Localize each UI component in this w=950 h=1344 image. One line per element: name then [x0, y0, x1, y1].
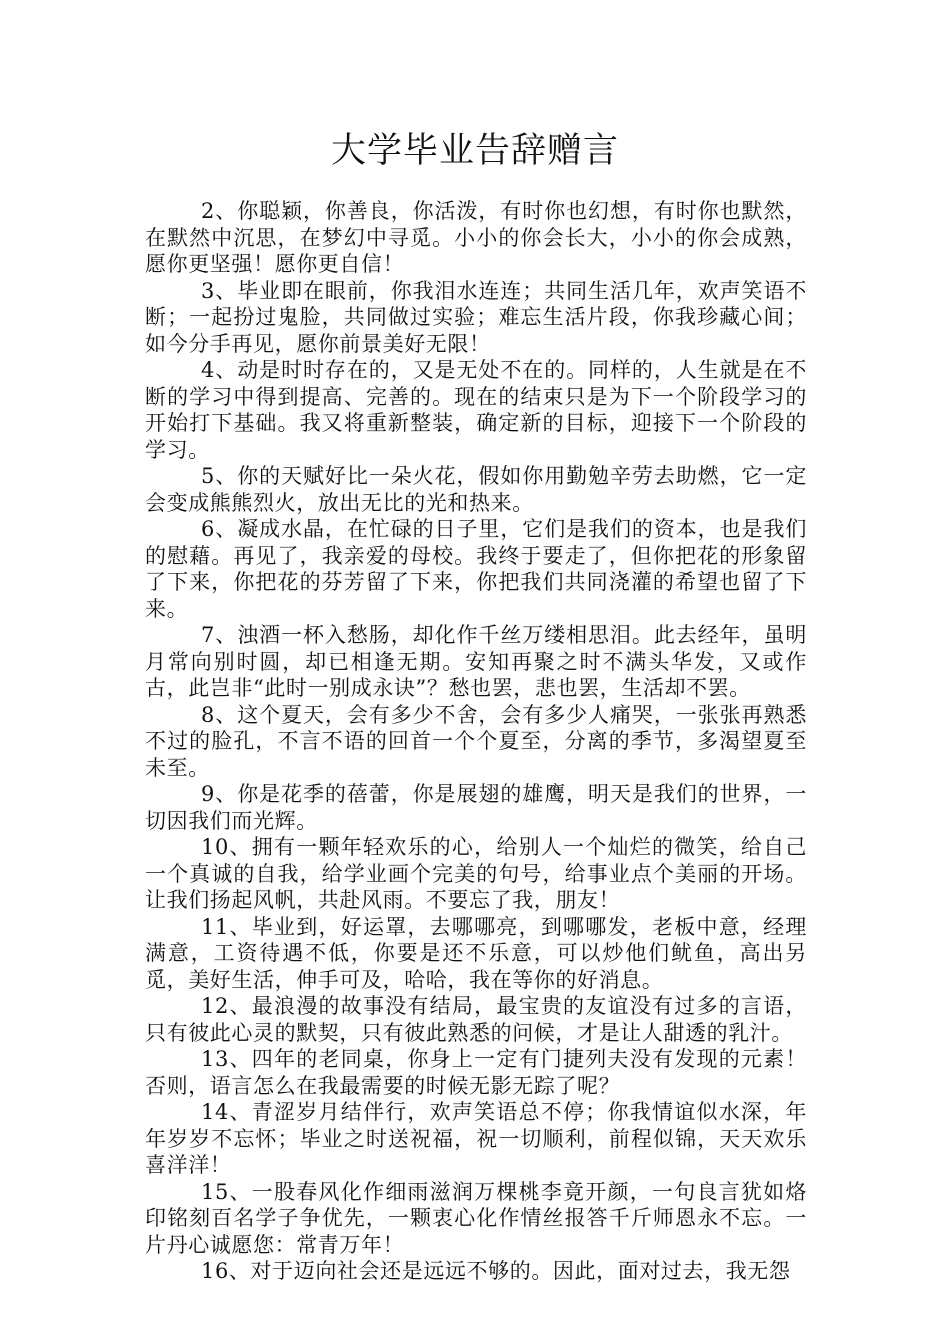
- paragraph: 12、最浪漫的故事没有结局，最宝贵的友谊没有过多的言语，只有彼此心灵的默契，只有彼此熟悉的问候，才是让人甜透的乳汁。: [145, 994, 807, 1045]
- paragraph: 15、一股春风化作细雨滋润万棵桃李竟开颜，一句良言犹如烙印铭刻百名学子争优先，一颗衷心化作情丝报答千斤师恩永不忘。一片丹心诚愿您：常青万年！: [145, 1179, 807, 1257]
- document-body: [145, 198, 807, 1285]
- paragraph: 11、毕业到，好运罩，去哪哪亮，到哪哪发，老板中意，经理满意，工资待遇不低，你要是还不乐意，可以炒他们鱿鱼，高出另觅，美好生活，伸手可及，哈哈，我在等你的好消息。: [145, 914, 807, 992]
- paragraph: 2、你聪颖，你善良，你活泼，有时你也幻想，有时你也默然，在默然中沉思，在梦幻中寻觅。小小的你会长大，小小的你会成熟，愿你更坚强！愿你更自信！: [145, 199, 807, 276]
- paragraph: 9、你是花季的蓓蕾，你是展翅的雄鹰，明天是我们的世界，一切因我们而光辉。: [145, 782, 807, 833]
- paragraph: 13、四年的老同桌，你身上一定有门捷列夫没有发现的元素！否则，语言怎么在我最需要的时候无影无踪了呢？: [145, 1047, 807, 1098]
- paragraph: 5、你的天赋好比一朵火花，假如你用勤勉辛劳去助燃，它一定会变成熊熊烈火，放出无比的光和热来。: [145, 464, 807, 515]
- paragraph: 14、青涩岁月结伴行，欢声笑语总不停；你我情谊似水深，年年岁岁不忘怀；毕业之时送祝福，祝一切顺利，前程似锦，天天欢乐喜洋洋！: [145, 1100, 807, 1177]
- paragraph: 4、动是时时存在的，又是无处不在的。同样的，人生就是在不断的学习中得到提高、完善的。现在的结束只是为下一个阶段学习的开始打下基础。我又将重新整装，确定新的目标，迎接下一个阶段的学习。: [145, 358, 807, 462]
- paragraph: 3、毕业即在眼前，你我泪水连连；共同生活几年，欢声笑语不断；一起扮过鬼脸，共同做过实验；难忘生活片段，你我珍藏心间；如今分手再见，愿你前景美好无限！: [145, 278, 807, 356]
- paragraph: 8、这个夏天，会有多少不舍，会有多少人痛哭，一张张再熟悉不过的脸孔，不言不语的回首一个个夏至，分离的季节，多渴望夏至未至。: [145, 702, 807, 780]
- paragraph: 6、凝成水晶，在忙碌的日子里，它们是我们的资本，也是我们的慰藉。再见了，我亲爱的母校。我终于要走了，但你把花的形象留了下来，你把花的芬芳留了下来，你把我们共同浇灌的希望也留了下来。: [145, 517, 807, 621]
- paragraph: 7、浊酒一杯入愁肠，却化作千丝万缕相思泪。此去经年，虽明月常向别时圆，却已相逢无期。安知再聚之时不满头华发，又或作古，此岂非“此时一别成永诀”？愁也罢，悲也罢，生活却不罢。: [145, 623, 807, 700]
- paragraph: 10、拥有一颗年轻欢乐的心，给别人一个灿烂的微笑，给自己一个真诚的自我，给学业画个完美的句号，给事业点个美丽的开场。让我们扬起风帆，共赴风雨。不要忘了我，朋友！: [145, 835, 807, 912]
- paragraph: 16、对于迈向社会还是远远不够的。因此，面对过去，我无怨: [201, 1259, 791, 1283]
- document-title: 大学毕业告辞赠言: [330, 131, 619, 171]
